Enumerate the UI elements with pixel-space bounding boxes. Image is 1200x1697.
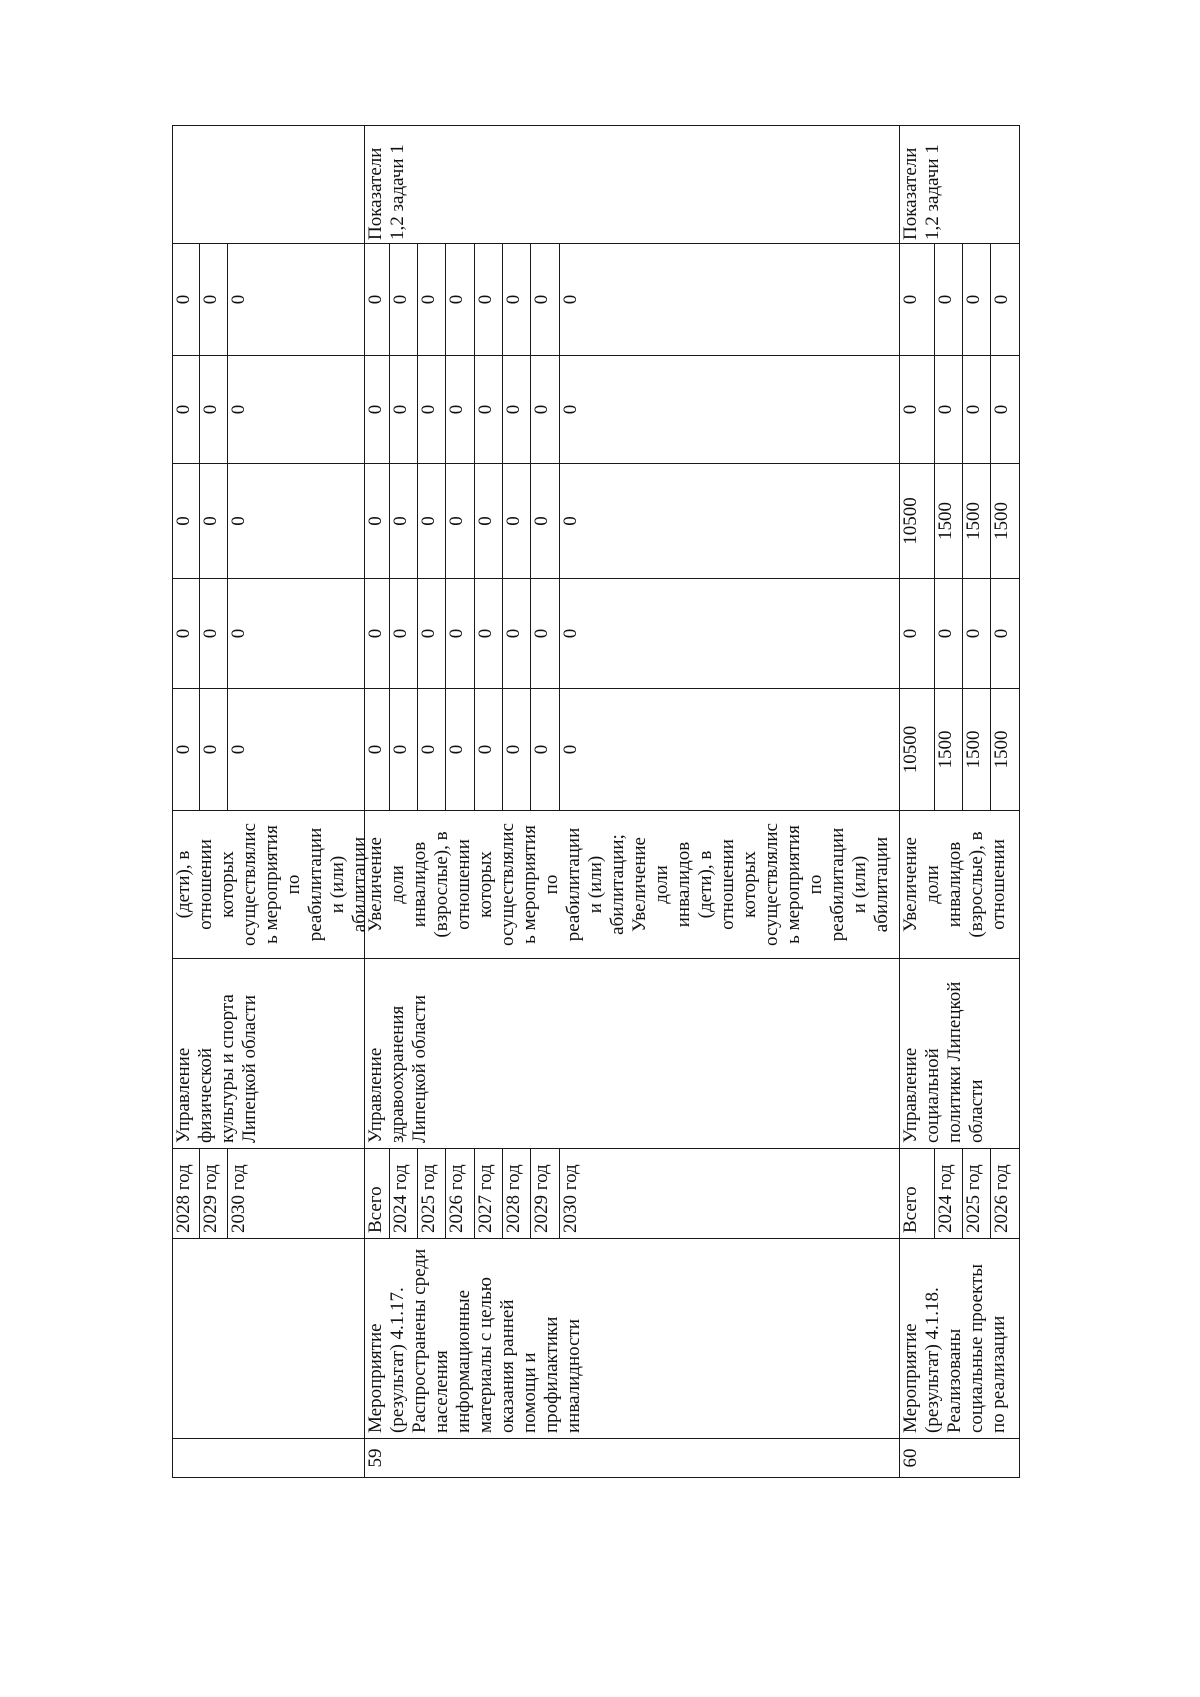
funding-value-cell: 0 [991, 578, 1020, 688]
funding-value-cell: 0 [228, 355, 365, 463]
funding-value-cell: 0 [172, 243, 200, 355]
funding-value-cell: 0 [172, 578, 200, 688]
funding-value-cell: 0 [365, 578, 390, 688]
funding-value-cell: 0 [560, 578, 900, 688]
funding-value-cell: 0 [531, 355, 560, 463]
funding-value-cell: 0 [172, 688, 200, 810]
funding-value-cell: 1500 [935, 688, 963, 810]
funding-value-cell: 0 [503, 578, 531, 688]
funding-value-cell: 0 [228, 688, 365, 810]
funding-value-cell: 0 [390, 578, 418, 688]
funding-value-cell: 1500 [963, 688, 991, 810]
funding-value-cell: 0 [560, 243, 900, 355]
funding-value-cell: 0 [475, 463, 503, 578]
funding-value-cell: 0 [531, 578, 560, 688]
year-cell: 2028 год [172, 1148, 200, 1238]
responsible-executor-cell: Управление физической культуры и спорта Липецкой области [172, 958, 365, 1148]
funding-value-cell: 1500 [963, 463, 991, 578]
expected-result-cell: Увеличение доли инвалидов (взрослые), в отношении [900, 810, 1020, 958]
row-number-cell [172, 1438, 365, 1478]
funding-value-cell: 0 [390, 355, 418, 463]
year-cell: 2029 год [200, 1148, 228, 1238]
funding-value-cell: 0 [475, 578, 503, 688]
funding-value-cell: 0 [503, 355, 531, 463]
row-number-cell: 59 [365, 1438, 900, 1478]
year-cell: 2028 год [503, 1148, 531, 1238]
funding-value-cell: 0 [200, 355, 228, 463]
year-cell: 2025 год [418, 1148, 446, 1238]
funding-value-cell: 10500 [900, 463, 935, 578]
measure-name-cell: Мероприятие (результат) 4.1.18. Реализованы социальные проекты по реализации [900, 1238, 1020, 1438]
expected-result-cell: (дети), в отношении которых осуществлялис ь мероприятия по реабилитации и (или) абилитации [172, 810, 365, 958]
document-table [172, 125, 1020, 1478]
funding-value-cell: 1500 [935, 463, 963, 578]
funding-value-cell: 0 [560, 688, 900, 810]
funding-value-cell: 0 [418, 355, 446, 463]
year-cell: 2024 год [935, 1148, 963, 1238]
funding-value-cell: 0 [503, 243, 531, 355]
funding-value-cell: 0 [390, 688, 418, 810]
funding-value-cell: 0 [200, 463, 228, 578]
funding-value-cell: 0 [900, 355, 935, 463]
year-cell: 2029 год [531, 1148, 560, 1238]
funding-value-cell: 1500 [991, 463, 1020, 578]
funding-value-cell: 0 [991, 355, 1020, 463]
expected-result-cell: Увеличение доли инвалидов (взрослые), в отношении которых осуществлялис ь мероприятия по реабилитации и (или) абилитации; Увеличение доли инвалидов (дети), в отношении которых осуществлялис ь мероприятия по реабилитации и (или) абилитации [365, 810, 900, 958]
row-number-cell: 60 [900, 1438, 1020, 1478]
funding-value-cell: 0 [390, 463, 418, 578]
funding-value-cell: 0 [200, 243, 228, 355]
funding-value-cell: 0 [390, 243, 418, 355]
year-cell: 2026 год [446, 1148, 475, 1238]
funding-value-cell: 0 [365, 355, 390, 463]
funding-value-cell: 0 [200, 578, 228, 688]
funding-value-cell: 0 [446, 243, 475, 355]
funding-value-cell: 0 [503, 463, 531, 578]
funding-value-cell: 0 [365, 463, 390, 578]
funding-value-cell: 0 [935, 355, 963, 463]
funding-value-cell: 0 [963, 578, 991, 688]
funding-value-cell: 10500 [900, 688, 935, 810]
funding-value-cell: 0 [531, 688, 560, 810]
funding-value-cell: 0 [172, 463, 200, 578]
funding-value-cell: 0 [365, 243, 390, 355]
funding-value-cell: 0 [418, 463, 446, 578]
funding-value-cell: 0 [531, 463, 560, 578]
funding-value-cell: 0 [531, 243, 560, 355]
funding-value-cell: 1500 [991, 688, 1020, 810]
funding-value-cell: 0 [446, 578, 475, 688]
responsible-executor-cell: Управление социальной политики Липецкой области [900, 958, 1020, 1148]
indicators-link-cell: Показатели 1,2 задачи 1 [900, 125, 1020, 243]
funding-value-cell: 0 [200, 688, 228, 810]
funding-value-cell: 0 [935, 243, 963, 355]
funding-value-cell: 0 [963, 355, 991, 463]
funding-value-cell: 0 [228, 578, 365, 688]
funding-value-cell: 0 [503, 688, 531, 810]
funding-value-cell: 0 [963, 243, 991, 355]
funding-value-cell: 0 [172, 355, 200, 463]
year-cell: Всего [900, 1148, 935, 1238]
year-cell: 2027 год [475, 1148, 503, 1238]
measure-name-cell: Мероприятие (результат) 4.1.17. Распространены среди населения информационные материалы с целью оказания ранней помощи и профилактики инвалидности [365, 1238, 900, 1438]
funding-value-cell: 0 [418, 243, 446, 355]
funding-value-cell: 0 [935, 578, 963, 688]
measure-name-cell [172, 1238, 365, 1438]
year-cell: Всего [365, 1148, 390, 1238]
indicators-link-cell: Показатели 1,2 задачи 1 [365, 125, 900, 243]
funding-value-cell: 0 [418, 578, 446, 688]
funding-value-cell: 0 [446, 355, 475, 463]
funding-value-cell: 0 [560, 463, 900, 578]
indicators-link-cell [172, 125, 365, 243]
funding-value-cell: 0 [446, 688, 475, 810]
funding-value-cell: 0 [560, 355, 900, 463]
funding-value-cell: 0 [365, 688, 390, 810]
funding-value-cell: 0 [475, 688, 503, 810]
year-cell: 2025 год [963, 1148, 991, 1238]
funding-value-cell: 0 [900, 578, 935, 688]
year-cell: 2030 год [228, 1148, 365, 1238]
funding-value-cell: 0 [228, 243, 365, 355]
funding-value-cell: 0 [475, 355, 503, 463]
funding-value-cell: 0 [475, 243, 503, 355]
funding-value-cell: 0 [446, 463, 475, 578]
year-cell: 2030 год [560, 1148, 900, 1238]
year-cell: 2024 год [390, 1148, 418, 1238]
responsible-executor-cell: Управление здравоохранения Липецкой области [365, 958, 900, 1148]
funding-value-cell: 0 [991, 243, 1020, 355]
funding-value-cell: 0 [228, 463, 365, 578]
table-grid [172, 125, 1020, 1478]
year-cell: 2026 год [991, 1148, 1020, 1238]
funding-value-cell: 0 [900, 243, 935, 355]
funding-value-cell: 0 [418, 688, 446, 810]
